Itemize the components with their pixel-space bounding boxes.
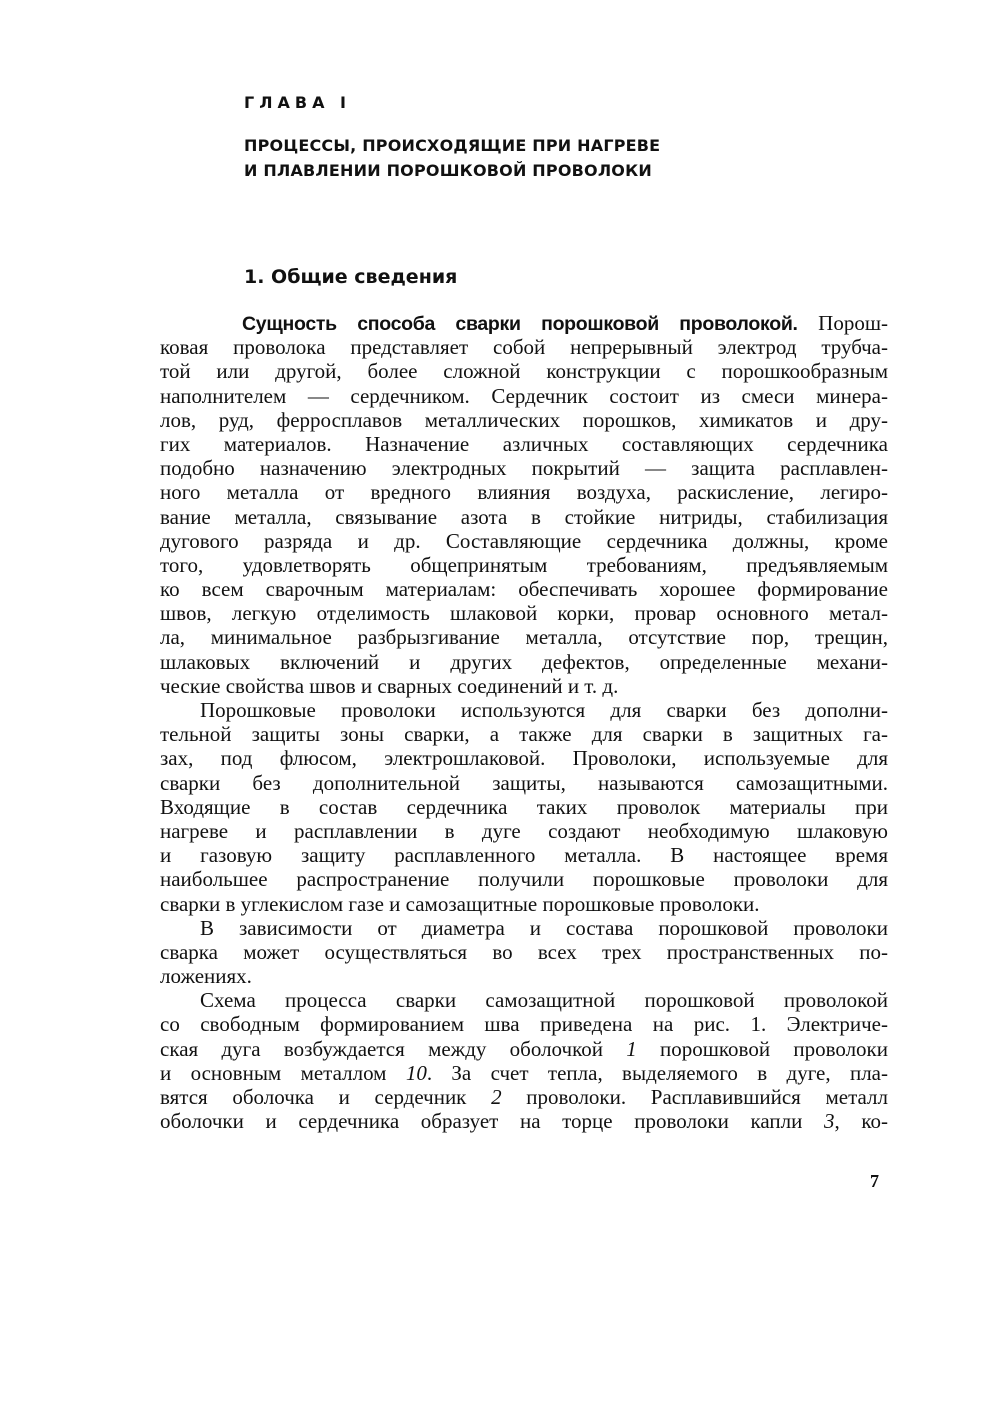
text-line: сварки в углекислом газе и самозащитные порошковые проволоки. [160, 891, 760, 916]
text-fragment: , ко- [834, 1109, 888, 1134]
text-line: ческие свойства швов и сварных соединений и т. д. [160, 673, 619, 698]
text-line [160, 1061, 888, 1085]
text-line: тельной защиты зоны сварки, а также для сварки в защитных га- [160, 722, 888, 747]
text-line: сварки без дополнительной защиты, называются самозащитными. [160, 770, 888, 795]
chapter-label: ГЛАВА I [244, 93, 351, 112]
chapter-title [244, 133, 804, 183]
text-line: зах, под флюсом, электрошлаковой. Проволоки, используемые для [160, 746, 888, 771]
text-line: Порошковые проволоки используются для сварки без дополни- [200, 698, 888, 722]
text-line: того, удовлетворять общепринятым требованиям, предъявляемым [160, 552, 888, 577]
text-fragment: порошковой проволоки [636, 1036, 888, 1061]
body-text [160, 311, 888, 1133]
text-fragment: ская дуга возбуждается между оболочкой [160, 1036, 627, 1061]
paragraph-scheme [160, 988, 888, 1133]
text-line [160, 1109, 888, 1133]
figure-reference: 10 [405, 1060, 427, 1085]
text-line: наполнителем — сердечником. Сердечник состоит из смеси минера- [160, 383, 888, 408]
text-fragment: проволоки. Расплавившийся металл [501, 1085, 889, 1109]
text-line: ного металла от вредного влияния воздуха, раскисление, легиро- [160, 480, 888, 505]
page-number: 7 [870, 1171, 879, 1191]
text-line: той или другой, более сложной конструкции с порошкообразным [160, 359, 888, 384]
text-fragment: оболочки и сердечника образует на торце проволоки капли [160, 1109, 824, 1134]
text-line: и газовую защиту расплавленного металла. В настоящее время [160, 843, 888, 868]
text-line [160, 311, 888, 335]
text-line [160, 1085, 888, 1109]
section-title: 1. Общие сведения [244, 266, 458, 288]
text-line: швов, легкую отделимость шлаковой корки, провар основного метал- [160, 601, 888, 626]
run-in-heading: Сущность способа сварки порошковой проволокой. [242, 313, 798, 335]
text-line: Схема процесса сварки самозащитной порошковой проволокой [200, 988, 888, 1013]
text-line: ковая проволока представляет собой непрерывный электрод трубча- [160, 335, 888, 360]
text-line: вание металла, связывание азота в стойкие нитриды, стабилизация [160, 504, 888, 529]
text-fragment: вятся оболочка и сердечник [160, 1085, 492, 1109]
text-line: ложениях. [160, 964, 252, 989]
text-line [160, 1037, 888, 1061]
text-line: гих материалов. Назначение азличных составляющих сердечника [160, 431, 888, 456]
paragraph-usage [160, 698, 888, 916]
text-fragment: и основным металлом [160, 1060, 406, 1085]
text-line: подобно назначению электродных покрытий — защита расплавлен- [160, 456, 888, 481]
text-line: шлаковых включений и других дефектов, определенные механи- [160, 649, 888, 674]
text-line: нагреве и расплавлении в дуге создают необходимую шлаковую [160, 818, 888, 843]
chapter-title-line: ПРОЦЕССЫ, ПРОИСХОДЯЩИЕ ПРИ НАГРЕВЕ [244, 136, 661, 155]
text-line: лов, руд, ферросплавов металлических порошков, химикатов и дру- [160, 407, 888, 432]
text-fragment: Порош- [797, 311, 888, 335]
text-fragment: . За счет тепла, выделяемого в дуге, пла- [426, 1060, 888, 1085]
text-line: В зависимости от диаметра и состава порошковой проволоки [200, 915, 888, 940]
text-line: Входящие в состав сердечника таких проволок материалы при [160, 794, 888, 819]
chapter-title-line: И ПЛАВЛЕНИИ ПОРОШКОВОЙ ПРОВОЛОКИ [244, 161, 652, 180]
figure-reference: 2 [491, 1085, 502, 1109]
paragraph-positions [160, 916, 888, 989]
text-line: со свободным формированием шва приведена на рис. 1. Электриче- [160, 1012, 888, 1037]
paragraph-essence [160, 311, 888, 698]
text-line: дугового разряда и др. Составляющие сердечника должны, кроме [160, 528, 888, 553]
figure-reference: 1 [626, 1036, 637, 1061]
figure-reference: 3 [824, 1109, 835, 1134]
text-line: наибольшее распространение получили порошковые проволоки для [160, 867, 888, 892]
text-line: ко всем сварочным материалам: обеспечивать хорошее формирование [160, 577, 888, 602]
text-line: сварка может осуществляться во всех трех пространственных по- [160, 939, 888, 964]
text-line: ла, минимальное разбрызгивание металла, отсутствие пор, трещин, [160, 625, 888, 650]
